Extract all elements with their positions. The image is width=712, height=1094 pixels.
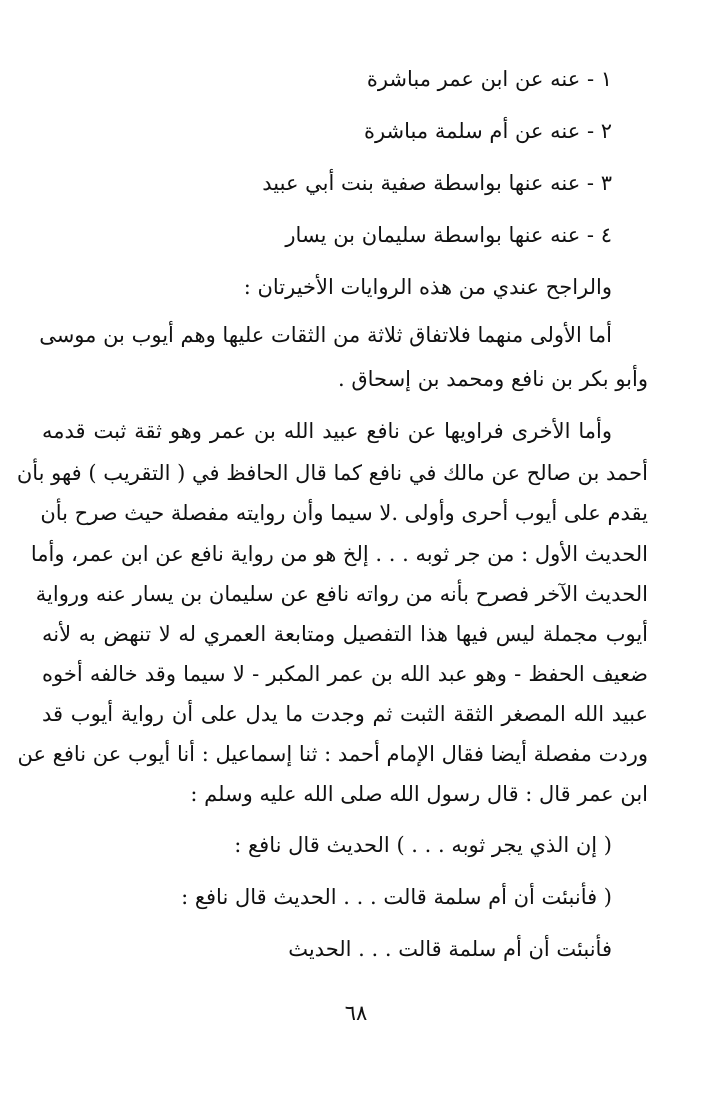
paragraph-1-line-1: أما الأولى منهما فلاتفاق ثلاثة من الثقات عليها وهم أيوب بن موسى	[39, 323, 612, 347]
paragraph-1-line-2: وأبو بكر بن نافع ومحمد بن إسحاق .	[337, 367, 648, 391]
paragraph-2-line-7: ضعيف الحفظ - وهو عبد الله بن عمر المكبر - لا سيما وقد خالفه أخوه	[42, 662, 648, 686]
list-item-1: ١ - عنه عن ابن عمر مباشرة	[366, 67, 612, 91]
quote-line-1: ( إن الذي يجر ثوبه . . . ) الحديث قال نافع :	[234, 833, 612, 857]
paragraph-2-line-4: الحديث الأول : من جر ثوبه . . . إلخ هو من رواية نافع عن ابن عمر، وأما	[30, 542, 648, 566]
paragraph-2-line-8: عبيد الله المصغر الثقة الثبت ثم وجدت ما يدل على أن رواية أيوب قد	[42, 702, 648, 726]
page-number: ٦٨	[344, 1001, 368, 1025]
list-item-3: ٣ - عنه عنها بواسطة صفية بنت أبي عبيد	[262, 171, 612, 195]
paragraph-2-line-5: الحديث الآخر فصرح بأنه من رواته نافع عن سليمان بن يسار عنه ورواية	[35, 582, 648, 606]
conclusion-line: والراجح عندي من هذه الروايات الأخيرتان :	[243, 275, 612, 299]
paragraph-2-line-1: وأما الأخرى فراويها عن نافع عبيد الله بن عمر وهو ثقة ثبت قدمه	[42, 419, 612, 443]
quote-line-2: ( فأنبئت أن أم سلمة قالت . . . الحديث قال نافع :	[181, 885, 612, 909]
list-item-2: ٢ - عنه عن أم سلمة مباشرة	[363, 119, 612, 143]
quote-line-3: فأنبئت أن أم سلمة قالت . . . الحديث	[288, 937, 612, 961]
paragraph-2-line-6: أيوب مجملة ليس فيها هذا التفصيل ومتابعة العمري له لا تنهض به لأنه	[42, 622, 648, 646]
paragraph-2-line-10: ابن عمر قال : قال رسول الله صلى الله عليه وسلم :	[190, 782, 648, 806]
list-item-4: ٤ - عنه عنها بواسطة سليمان بن يسار	[285, 223, 612, 247]
paragraph-2-line-3: يقدم على أيوب أحرى وأولى .لا سيما وأن روايته مفصلة حيث صرح بأن	[40, 501, 648, 525]
paragraph-2-line-2: أحمد بن صالح عن مالك في نافع كما قال الحافظ في ( التقريب ) فهو بأن	[16, 461, 648, 485]
paragraph-2-line-9: وردت مفصلة أيضا فقال الإمام أحمد : ثنا إسماعيل : أنا أيوب عن نافع عن	[17, 742, 648, 766]
